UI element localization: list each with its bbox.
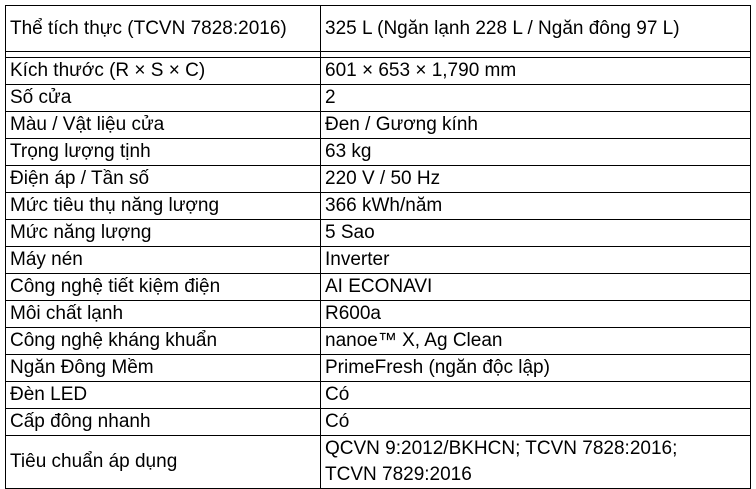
spec-label: Cấp đông nhanh <box>6 409 321 436</box>
table-row <box>6 6 751 52</box>
spec-label: Ngăn Đông Mềm <box>6 355 321 382</box>
table-row <box>6 193 751 220</box>
spec-value: Có <box>321 382 751 409</box>
spec-label: Máy nén <box>6 247 321 274</box>
table-row <box>6 409 751 436</box>
spec-label: Trọng lượng tịnh <box>6 139 321 166</box>
spec-value: 366 kWh/năm <box>321 193 751 220</box>
spec-label: Công nghệ tiết kiệm điện <box>6 274 321 301</box>
table-row <box>6 220 751 247</box>
table-row <box>6 58 751 85</box>
spec-label: Đèn LED <box>6 382 321 409</box>
table-row <box>6 328 751 355</box>
table-row <box>6 436 751 489</box>
spec-value: nanoe™ X, Ag Clean <box>321 328 751 355</box>
table-row <box>6 247 751 274</box>
spec-label: Tiêu chuẩn áp dụng <box>6 436 321 489</box>
spec-label: Thể tích thực (TCVN 7828:2016) <box>6 6 321 52</box>
spec-label: Màu / Vật liệu cửa <box>6 112 321 139</box>
table-row <box>6 112 751 139</box>
spec-value: R600a <box>321 301 751 328</box>
spec-value: PrimeFresh (ngăn độc lập) <box>321 355 751 382</box>
spec-value: Inverter <box>321 247 751 274</box>
spec-table <box>5 5 751 489</box>
spec-value: AI ECONAVI <box>321 274 751 301</box>
spec-value: 325 L (Ngăn lạnh 228 L / Ngăn đông 97 L) <box>321 6 751 52</box>
table-row <box>6 166 751 193</box>
spec-label: Kích thước (R × S × C) <box>6 58 321 85</box>
spec-value: 2 <box>321 85 751 112</box>
table-row <box>6 355 751 382</box>
spec-label: Số cửa <box>6 85 321 112</box>
table-row <box>6 85 751 112</box>
spec-label: Mức năng lượng <box>6 220 321 247</box>
spec-value: 220 V / 50 Hz <box>321 166 751 193</box>
spec-value: 5 Sao <box>321 220 751 247</box>
table-row <box>6 274 751 301</box>
spec-label: Mức tiêu thụ năng lượng <box>6 193 321 220</box>
spec-value-line: TCVN 7829:2016 <box>325 464 472 485</box>
table-row <box>6 301 751 328</box>
spec-value: 63 kg <box>321 139 751 166</box>
table-row <box>6 139 751 166</box>
table-row <box>6 382 751 409</box>
spec-label: Công nghệ kháng khuẩn <box>6 328 321 355</box>
spec-value: Đen / Gương kính <box>321 112 751 139</box>
spec-value: 601 × 653 × 1,790 mm <box>321 58 751 85</box>
spec-value-line: QCVN 9:2012/BKHCN; TCVN 7828:2016; <box>325 438 678 459</box>
spec-label: Điện áp / Tần số <box>6 166 321 193</box>
spec-value: Có <box>321 409 751 436</box>
spec-label: Môi chất lạnh <box>6 301 321 328</box>
spec-value <box>321 436 751 489</box>
